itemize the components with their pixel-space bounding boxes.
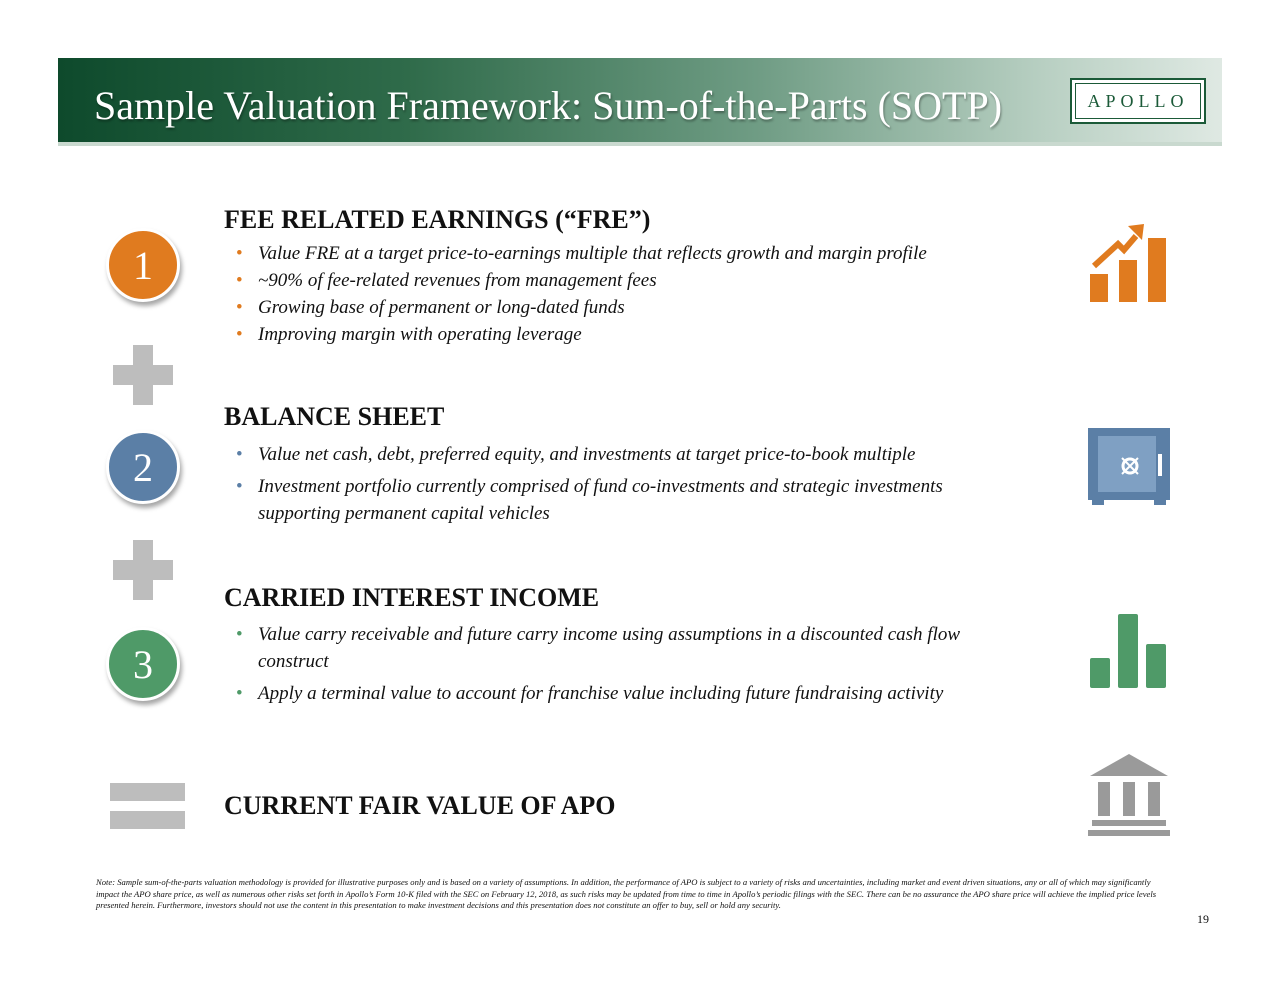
bullet-icon: • xyxy=(236,324,243,345)
list-item: • Value carry receivable and future carry income using assumptions in a discounted cash flow construct xyxy=(236,621,1026,675)
list-item: • Value FRE at a target price-to-earnings multiple that reflects growth and margin profile xyxy=(236,240,927,267)
page-number: 19 xyxy=(1197,912,1209,926)
apollo-logo xyxy=(1070,78,1206,124)
disclaimer-note: Note: Sample sum-of-the-parts valuation methodology is provided for illustrative purposes only and is based on a variety of assumptions. In addition, the performance of APO is subject to a variety of risks and uncertainties, including market and event driven situations, any or all of which may significantly impact the APO share price, as well as numerous other risks set forth in Apollo’s Form 10-K filed with the SEC on February 12, 2018, as such risks may be updated from time to time in Apollo’s periodic filings with the SEC. There can be no assurance the APO share price will achieve the implied price levels presented herein. Furthermore, investors should not use the content in this presentation to make investment decisions and this presentation does not constitute an offer to buy, sell or hold any security. xyxy=(96,877,1157,910)
list-item: • Improving margin with operating leverage xyxy=(236,321,927,348)
step-1-circle: 1 xyxy=(106,228,180,302)
result-title: CURRENT FAIR VALUE OF APO xyxy=(224,791,616,820)
balance-sheet-bullet-list xyxy=(236,441,1016,532)
step-3-circle: 3 xyxy=(106,627,180,701)
fre-section-title: FEE RELATED EARNINGS (“FRE”) xyxy=(224,205,651,234)
page-title: Sample Valuation Framework: Sum-of-the-Parts (SOTP) xyxy=(94,83,1003,128)
carried-interest-section-title: CARRIED INTEREST INCOME xyxy=(224,583,600,612)
equals-icon xyxy=(110,783,185,829)
plus-icon xyxy=(113,345,173,405)
list-item: • Apply a terminal value to account for franchise value including future fundraising activity xyxy=(236,680,1026,707)
logo-text: APOLLO xyxy=(1075,83,1201,119)
list-item: • ~90% of fee-related revenues from management fees xyxy=(236,267,927,294)
balance-sheet-section-title: BALANCE SHEET xyxy=(224,402,445,431)
bullet-icon: • xyxy=(236,444,243,465)
bullet-icon: • xyxy=(236,243,243,264)
header-banner xyxy=(58,58,1222,146)
list-item: • Growing base of permanent or long-dated funds xyxy=(236,294,927,321)
bullet-icon: • xyxy=(236,476,243,497)
bullet-icon: • xyxy=(236,683,243,704)
plus-icon xyxy=(113,540,173,600)
list-item: • Investment portfolio currently comprised of fund co-investments and strategic investments supporting permanent capital vehicles xyxy=(236,473,1016,527)
step-2-circle: 2 xyxy=(106,430,180,504)
list-item: • Value net cash, debt, preferred equity, and investments at target price-to-book multiple xyxy=(236,441,1016,468)
safe-icon xyxy=(1088,428,1170,506)
growth-bar-chart-icon xyxy=(1088,222,1168,302)
bank-building-icon xyxy=(1086,752,1172,838)
bullet-icon: • xyxy=(236,624,243,645)
carried-interest-bullet-list xyxy=(236,621,1026,712)
bullet-icon: • xyxy=(236,297,243,318)
bullet-icon: • xyxy=(236,270,243,291)
bar-chart-icon xyxy=(1088,612,1168,690)
fre-bullet-list xyxy=(236,240,927,348)
